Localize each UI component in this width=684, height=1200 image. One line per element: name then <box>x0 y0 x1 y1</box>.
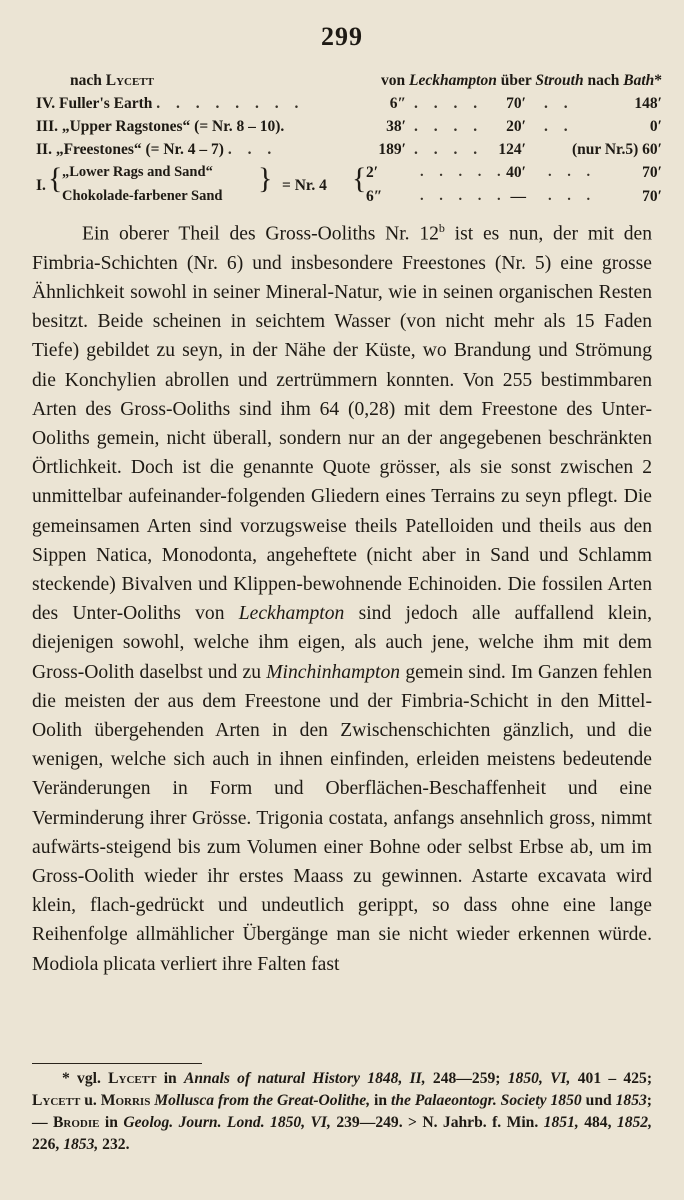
header-left <box>70 72 154 90</box>
leader-dots: . . <box>544 95 574 112</box>
header-von: von <box>381 72 410 89</box>
value-leckhampton: 38′ <box>386 118 406 135</box>
citation-italic: Annals of natural History 1848, II, <box>183 1070 426 1087</box>
value-bath: 0′ <box>649 118 662 135</box>
brace-mid-right: { <box>352 162 367 195</box>
text-run: in <box>99 1114 124 1131</box>
text-run: ist es nun, der mit den Fimbria-Schichten (Nr. 6) und insbesondere Freestones (Nr. 5) eine grosse Ähnlichkeit sowohl in seiner Mineral-Natur, wie in seinen organischen Resten besitzt. Beide scheinen in seichtem Wasser (von nicht mehr als 15 Faden Tiefe) gebildet zu seyn, in der Nähe der Küste, wo Brandung und Strömung die Konchylien abrollen und zertrümmern konnten. Von 255 bestimmbaren Arten des Gross-Ooliths sind ihm 64 (0,28) mit dem Freestone des Unter-Ooliths gemein, nicht überall, sondern nur an der angegebenen beschränkten Örtlichkeit. Doch ist die genannte Quote grösser, als sie sonst zwischen 2 unmittelbar aufeinander-folgenden Gliedern eines Terrains zu seyn pflegt. Die gemeinsamen Arten sind vorzugsweise theils Patelloiden und theils aus den Sippen Natica, Monodonta, angeheftete (nicht aber in Sand und Schlamm steckende) Bivalven und Klippen-bewohnende Echinoiden. Die fossilen Arten des Unter-Ooliths von <box>32 223 652 625</box>
leader-dots: . . <box>544 118 574 135</box>
citation-italic: 1853 <box>615 1092 647 1109</box>
header-nach: nach <box>583 72 624 89</box>
leader-dots: . . . . . . . . <box>156 95 305 112</box>
value-leckhampton: 6″ <box>389 95 406 112</box>
place-leckhampton: Leckhampton <box>409 72 497 89</box>
footnote-paragraph <box>32 1068 652 1156</box>
citation-italic: Mollusca from the Great-Oolithe, <box>154 1092 371 1109</box>
text-run: 239—249. > N. Jahrb. f. Min. <box>330 1114 544 1131</box>
body-text <box>32 214 652 979</box>
text-run: sind jedoch alle auffallend klein, diejenigen sowohl, welche ihm eigen, als auch jene, welche ihm mit dem Gross-Oolith daselbst und zu <box>32 603 652 683</box>
row-label-text: IV. Fuller's Earth <box>36 95 153 112</box>
leader-dots: . . . . . <box>420 164 507 180</box>
footnote-rule <box>32 1063 202 1064</box>
text-run: 226, <box>32 1136 64 1153</box>
group-reference: = Nr. 4 <box>282 177 327 194</box>
author-name: Morris <box>100 1092 151 1109</box>
paragraph <box>32 214 652 979</box>
value-strouth: 70′ <box>506 95 526 112</box>
row-label <box>36 95 304 113</box>
author-name: Lycett <box>105 72 154 89</box>
leader-dots: . . . <box>548 164 597 180</box>
group-row-label: „Lower Rags and Sand“ <box>62 164 213 180</box>
citation-italic: 1852, <box>616 1114 652 1131</box>
leader-dots: . . . <box>227 141 278 158</box>
text-run: 484, <box>578 1114 617 1131</box>
text-run: und <box>581 1092 616 1109</box>
strata-table <box>36 72 662 212</box>
table-row <box>36 118 662 141</box>
author-name: Lycett <box>32 1092 81 1109</box>
footnote <box>32 1068 652 1156</box>
page-number: 299 <box>321 22 363 51</box>
superscript: b <box>438 221 445 235</box>
citation-italic: 1850, VI, <box>507 1070 571 1087</box>
leader-dots: . . . . <box>414 118 484 135</box>
brace-mid-left: } <box>258 162 273 195</box>
leader-dots: . . . . <box>414 95 484 112</box>
leader-dots: . . . . <box>414 141 484 158</box>
left-brace: { <box>48 162 63 195</box>
value-strouth: — <box>510 188 526 205</box>
value-strouth: 20′ <box>506 118 526 135</box>
place-name: Minchinhampton <box>266 661 401 683</box>
citation-italic: 1851, <box>543 1114 579 1131</box>
citation-italic: the Palaeontogr. Society 1850 <box>391 1092 582 1109</box>
table-row <box>36 95 662 118</box>
author-name: Brodie <box>53 1114 100 1131</box>
text-run: in <box>370 1092 391 1109</box>
header-ueber: über <box>496 72 536 89</box>
text-run: 248—259; <box>425 1070 508 1087</box>
value-bath: (nur Nr.5) 60′ <box>571 141 662 158</box>
value-strouth: 40′ <box>506 164 526 181</box>
value-bath: 70′ <box>642 164 662 181</box>
text-run: ; — <box>32 1092 652 1131</box>
citation-italic: 1853, <box>63 1136 99 1153</box>
text-run: * vgl. <box>62 1070 109 1087</box>
place-strouth: Strouth <box>535 72 584 89</box>
text-run: gemein sind. Im Ganzen fehlen die meisten der aus dem Freestone und der Fimbria-Schicht in den Mittel-Oolith übergehenden Arten in den Zwischenschichten gänzlich, und die wenigen, welche sich auch in ihnen einfinden, erleiden meistens bedeutende Veränderungen in Form und Oberflächen-Beschaffenheit und eine Verminderung ihrer Grösse. Trigonia costata, anfangs ansehnlich gross, nimmt aufwärts-steigend bis zum Volumen einer Bohne oder selbst Erbse ab, um im Gross-Oolith wieder ihr erstes Maass zu gewinnen. Astarte excavata wird klein, flach-gedrückt und undeutlich gerippt, so dass ohne eine lange Reihenfolge allmählicher Übergänge man sie nicht wieder erkennen würde. Modiola plicata verliert ihre Falten fast <box>32 661 652 975</box>
text-run: 401 – 425; <box>570 1070 653 1087</box>
leader-dots: . . . . . <box>420 188 507 204</box>
table-row <box>36 141 662 164</box>
footnote-mark: * <box>654 72 662 89</box>
value-leckhampton: 6″ <box>366 188 383 205</box>
place-bath: Bath <box>623 72 655 89</box>
value-bath: 70′ <box>642 188 662 205</box>
text-run: u. <box>80 1092 101 1109</box>
value-strouth: 124′ <box>498 141 526 158</box>
row-label <box>36 141 277 159</box>
group-rows <box>36 164 662 212</box>
text-run: 232. <box>98 1136 130 1153</box>
leader-dots: . . . <box>548 188 597 204</box>
value-leckhampton: 2′ <box>366 164 379 181</box>
table-header <box>36 72 662 95</box>
row-label: III. „Upper Ragstones“ (= Nr. 8 – 10). <box>36 118 285 135</box>
value-leckhampton: 189′ <box>378 141 406 158</box>
header-right <box>381 72 662 90</box>
group-label: I. <box>36 177 46 194</box>
place-name: Leckhampton <box>238 603 345 625</box>
group-row-label: Chokolade-farbener Sand <box>62 188 223 204</box>
text-run: in <box>156 1070 184 1087</box>
row-label-text: II. „Freestones“ (= Nr. 4 – 7) <box>36 141 224 158</box>
citation-italic: Geolog. Journ. Lond. 1850, VI, <box>123 1114 331 1131</box>
value-bath: 148′ <box>634 95 662 112</box>
text-run: Ein oberer Theil des Gross-Ooliths Nr. 12 <box>82 223 439 245</box>
author-name: Lycett <box>108 1070 157 1087</box>
header-left-prefix: nach <box>70 72 106 89</box>
